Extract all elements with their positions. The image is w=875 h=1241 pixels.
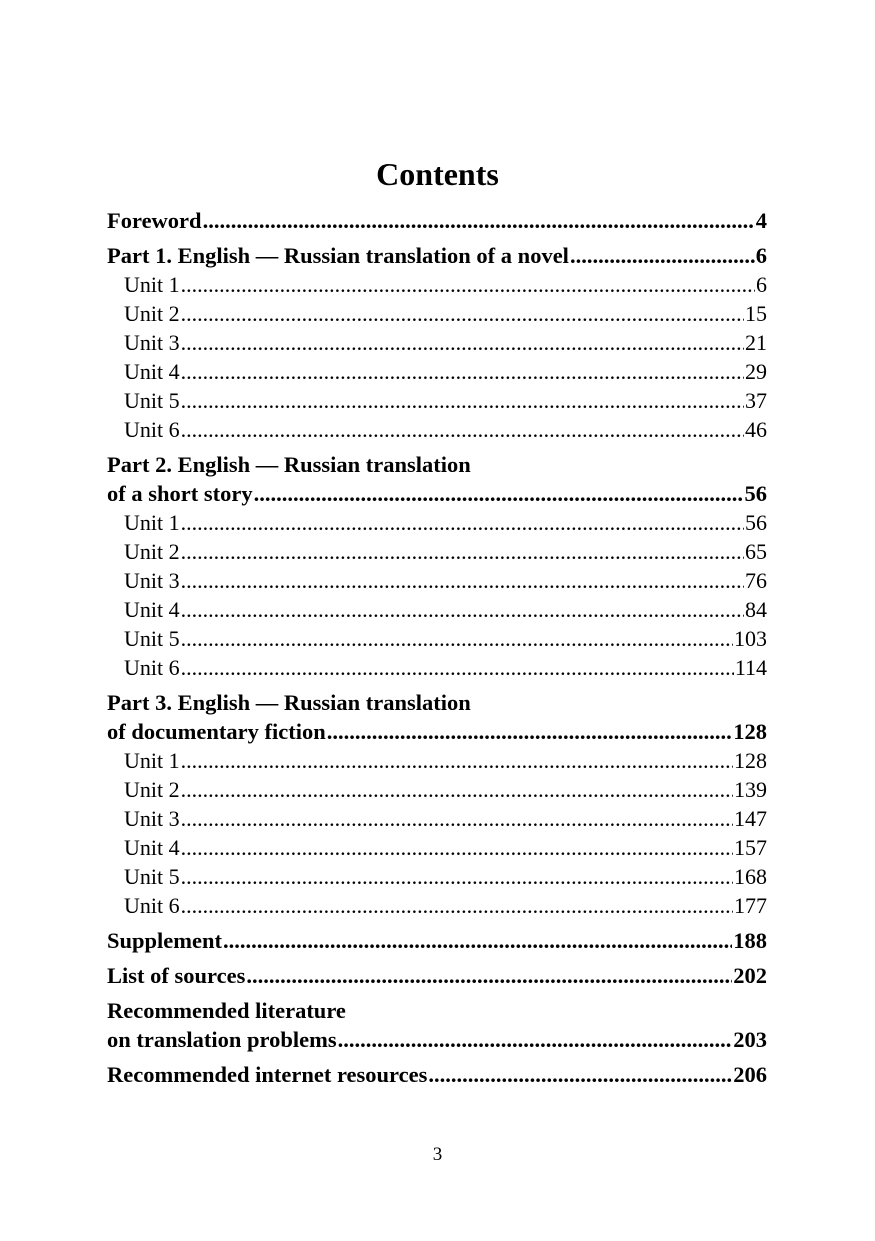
toc-entry-label: Unit 1 bbox=[124, 510, 180, 535]
toc-entry-label: Unit 3 bbox=[124, 330, 180, 355]
toc-entry-part-3[interactable] bbox=[107, 717, 767, 746]
toc-entry-label: Unit 5 bbox=[124, 626, 180, 651]
toc-entry-label: Unit 3 bbox=[124, 806, 180, 831]
toc-entry-page: 76 bbox=[745, 568, 767, 593]
toc-entry-page: 29 bbox=[745, 359, 767, 384]
toc-entry-label: Unit 2 bbox=[124, 777, 180, 802]
toc-entry-page: 65 bbox=[745, 539, 767, 564]
toc-entry-label: of a short story bbox=[107, 481, 253, 506]
dot-leader bbox=[181, 624, 733, 653]
toc-entry-label: Unit 4 bbox=[124, 359, 180, 384]
toc-entry-unit[interactable] bbox=[107, 624, 767, 653]
dot-leader bbox=[181, 357, 744, 386]
toc-entry-label: Unit 4 bbox=[124, 835, 180, 860]
toc-entry-unit[interactable] bbox=[107, 537, 767, 566]
toc-entry-unit[interactable] bbox=[107, 386, 767, 415]
toc-entry-unit[interactable] bbox=[107, 804, 767, 833]
toc-entry-literature-heading: Recommended literature bbox=[107, 998, 346, 1023]
toc-entry-label: of documentary fiction bbox=[107, 719, 326, 744]
dot-leader bbox=[181, 299, 744, 328]
dot-leader bbox=[181, 653, 734, 682]
toc-entry-page: 15 bbox=[745, 301, 767, 326]
dot-leader bbox=[327, 717, 733, 746]
dot-leader bbox=[254, 479, 744, 508]
dot-leader bbox=[181, 415, 744, 444]
page-number: 3 bbox=[432, 1144, 443, 1165]
toc-entry-unit[interactable] bbox=[107, 357, 767, 386]
dot-leader bbox=[181, 386, 744, 415]
toc-entry-part-1[interactable] bbox=[107, 241, 767, 270]
toc-entry-page: 203 bbox=[733, 1027, 767, 1052]
toc-entry-label: Unit 1 bbox=[124, 748, 180, 773]
toc-entry-unit[interactable] bbox=[107, 653, 767, 682]
toc-entry-part-2[interactable] bbox=[107, 479, 767, 508]
dot-leader bbox=[181, 328, 744, 357]
toc-entry-page: 103 bbox=[734, 626, 767, 651]
toc-entry-unit[interactable] bbox=[107, 415, 767, 444]
toc-entry-page: 139 bbox=[734, 777, 767, 802]
toc-entry-unit[interactable] bbox=[107, 299, 767, 328]
dot-leader bbox=[181, 537, 744, 566]
dot-leader bbox=[181, 270, 755, 299]
toc-entry-label: Unit 6 bbox=[124, 893, 180, 918]
toc-entry-label: Part 1. English — Russian translation of a novel bbox=[107, 243, 569, 268]
toc-entry-part-3-heading: Part 3. English — Russian translation bbox=[107, 690, 471, 715]
toc-entry-page: 114 bbox=[734, 655, 767, 680]
toc-entry-page: 37 bbox=[745, 388, 767, 413]
toc-entry-unit[interactable] bbox=[107, 891, 767, 920]
dot-leader bbox=[181, 595, 744, 624]
toc-entry-unit[interactable] bbox=[107, 328, 767, 357]
toc-entry-page: 6 bbox=[756, 272, 767, 297]
toc-entry-unit[interactable] bbox=[107, 862, 767, 891]
toc-entry-page: 128 bbox=[734, 748, 767, 773]
toc-entry-label: Unit 4 bbox=[124, 597, 180, 622]
toc-entry-page: 147 bbox=[734, 806, 767, 831]
toc-entry-unit[interactable] bbox=[107, 595, 767, 624]
toc-entry-part-2-heading: Part 2. English — Russian translation bbox=[107, 452, 471, 477]
dot-leader bbox=[181, 566, 744, 595]
toc-entry-unit[interactable] bbox=[107, 775, 767, 804]
toc-entry-label: Unit 5 bbox=[124, 864, 180, 889]
toc-entry-page: 202 bbox=[733, 963, 767, 988]
toc-entry-page: 4 bbox=[755, 208, 767, 233]
toc-entry-page: 21 bbox=[745, 330, 767, 355]
toc-entry-unit[interactable] bbox=[107, 508, 767, 537]
toc-entry-unit[interactable] bbox=[107, 270, 767, 299]
toc-entry-page: 157 bbox=[734, 835, 767, 860]
toc-entry-supplement[interactable] bbox=[107, 926, 767, 955]
toc-entry-foreword[interactable] bbox=[107, 206, 767, 235]
dot-leader bbox=[223, 926, 732, 955]
toc-entry-page: 46 bbox=[745, 417, 767, 442]
toc-entry-page: 56 bbox=[744, 481, 767, 506]
dot-leader bbox=[181, 775, 733, 804]
toc-entry-label: Unit 2 bbox=[124, 539, 180, 564]
toc-entry-unit[interactable] bbox=[107, 566, 767, 595]
dot-leader bbox=[181, 862, 733, 891]
dot-leader bbox=[338, 1025, 733, 1054]
toc-entry-page: 56 bbox=[745, 510, 767, 535]
toc-entry-page: 168 bbox=[734, 864, 767, 889]
table-of-contents bbox=[107, 206, 767, 1089]
toc-entry-label: Unit 2 bbox=[124, 301, 180, 326]
toc-entry-list-of-sources[interactable] bbox=[107, 961, 767, 990]
dot-leader bbox=[181, 891, 733, 920]
toc-entry-label: List of sources bbox=[107, 963, 246, 988]
toc-entry-unit[interactable] bbox=[107, 746, 767, 775]
toc-entry-label: Unit 5 bbox=[124, 388, 180, 413]
toc-entry-label: Unit 6 bbox=[124, 417, 180, 442]
dot-leader bbox=[246, 961, 732, 990]
toc-entry-page: 206 bbox=[733, 1062, 767, 1087]
toc-entry-label: Unit 3 bbox=[124, 568, 180, 593]
toc-entry-page: 188 bbox=[733, 928, 767, 953]
toc-entry-page: 84 bbox=[745, 597, 767, 622]
dot-leader bbox=[203, 206, 755, 235]
toc-entry-label: on translation problems bbox=[107, 1027, 337, 1052]
dot-leader bbox=[181, 746, 733, 775]
toc-entry-unit[interactable] bbox=[107, 833, 767, 862]
toc-entry-label: Foreword bbox=[107, 208, 202, 233]
toc-entry-page: 128 bbox=[733, 719, 767, 744]
page-title: Contents bbox=[376, 156, 499, 192]
toc-entry-page: 6 bbox=[755, 243, 767, 268]
toc-entry-internet-resources[interactable] bbox=[107, 1060, 767, 1089]
toc-entry-label: Unit 1 bbox=[124, 272, 180, 297]
toc-entry-label: Unit 6 bbox=[124, 655, 180, 680]
dot-leader bbox=[181, 804, 733, 833]
dot-leader bbox=[570, 241, 755, 270]
toc-entry-label: Recommended internet resources bbox=[107, 1062, 428, 1087]
dot-leader bbox=[181, 833, 733, 862]
dot-leader bbox=[181, 508, 744, 537]
toc-entry-page: 177 bbox=[734, 893, 767, 918]
dot-leader bbox=[428, 1060, 732, 1089]
toc-entry-recommended-literature[interactable] bbox=[107, 1025, 767, 1054]
toc-entry-label: Supplement bbox=[107, 928, 223, 953]
